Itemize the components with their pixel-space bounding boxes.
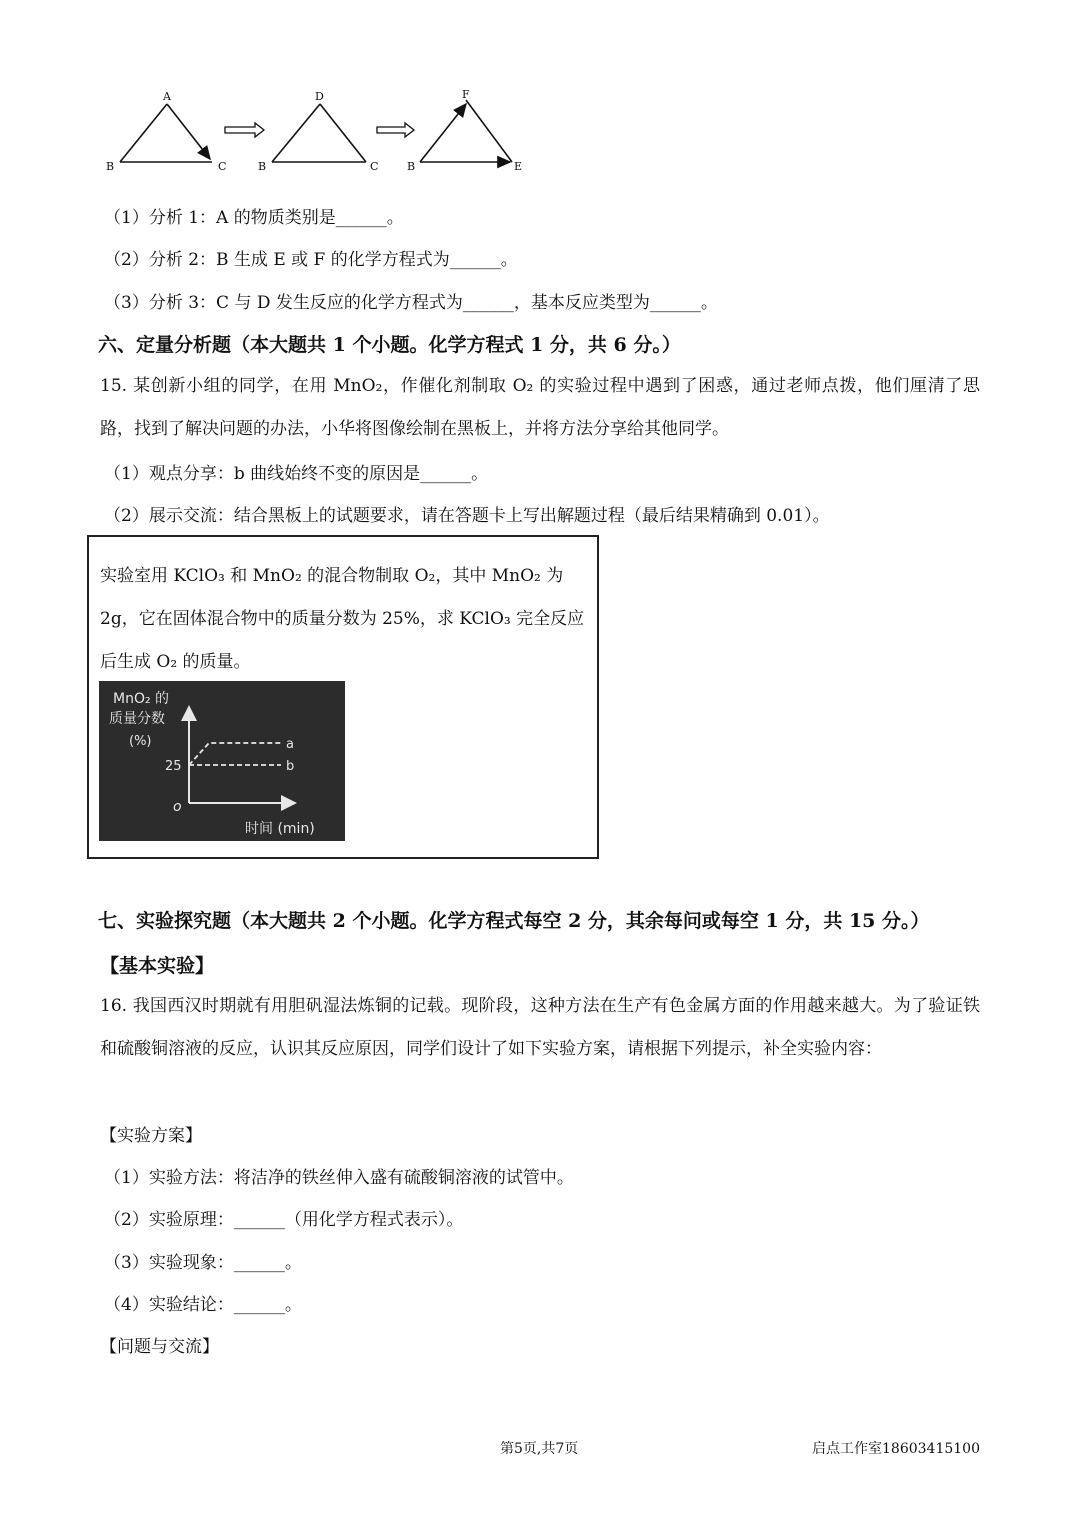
graph-y-tick-25: 25	[165, 759, 182, 774]
plan-item-3: （3）实验现象：______。	[104, 1253, 302, 1273]
q14-analysis-3: （3）分析 3：C 与 D 发生反应的化学方程式为______，基本反应类型为______。	[104, 293, 718, 313]
label-E: E	[514, 160, 523, 173]
curve-a-label: a	[286, 737, 294, 752]
label-A: A	[163, 90, 171, 103]
q15-sub-1: （1）观点分享：b 曲线始终不变的原因是______。	[104, 464, 489, 484]
label-B2: B	[258, 160, 267, 173]
label-C2: C	[370, 160, 379, 173]
q15-sub-2: （2）展示交流：结合黑板上的试题要求，请在答题卡上写出解题过程（最后结果精确到 0.01）。	[104, 506, 830, 526]
curve-a	[189, 743, 281, 765]
q14-analysis-1: （1）分析 1：A 的物质类别是______。	[104, 208, 404, 228]
triangle-diagram	[100, 86, 540, 178]
transform-arrow-1	[225, 123, 264, 137]
q15-intro: 15. 某创新小组的同学，在用 MnO₂，作催化剂制取 O₂ 的实验过程中遇到了困惑，通过老师点拨，他们厘清了思路，找到了解决问题的办法，小华将图像绘制在黑板上，并将方法分享给其他同学。	[100, 376, 980, 439]
problem-box	[87, 535, 599, 859]
transform-arrow-2	[377, 123, 414, 137]
graph-ylabel-3: (%)	[129, 734, 152, 749]
basic-experiment-label: 【基本实验】	[100, 955, 215, 977]
plan-label: 【实验方案】	[100, 1126, 202, 1146]
label-B1: B	[106, 160, 115, 173]
label-C1: C	[218, 160, 227, 173]
plan-item-2: （2）实验原理：______（用化学方程式表示）。	[104, 1210, 464, 1230]
label-F: F	[462, 88, 470, 101]
triangle-1	[106, 90, 226, 173]
triangle-2	[258, 90, 378, 173]
label-B3: B	[407, 160, 416, 173]
problem-box-text: 实验室用 KClO₃ 和 MnO₂ 的混合物制取 O₂，其中 MnO₂ 为 2g，它在固体混合物中的质量分数为 25%，求 KClO₃ 完全反应后生成 O₂ 的质量。	[100, 566, 585, 672]
plan-item-1: （1）实验方法：将洁净的铁丝伸入盛有硫酸铜溶液的试管中。	[104, 1168, 574, 1188]
section-7-heading: 七、实验探究题（本大题共 2 个小题。化学方程式每空 2 分，其余每问或每空 1 分，共 15 分。）	[98, 910, 930, 932]
graph-ylabel-1: MnO₂ 的	[113, 691, 170, 707]
studio-credit: 启点工作室18603415100	[812, 1441, 980, 1457]
graph-origin: o	[173, 799, 182, 815]
graph-xlabel: 时间 (min)	[245, 821, 315, 837]
discussion-label: 【问题与交流】	[100, 1337, 219, 1357]
q14-analysis-2: （2）分析 2：B 生成 E 或 F 的化学方程式为______。	[104, 250, 518, 270]
blackboard-graph	[99, 681, 345, 841]
label-D: D	[315, 90, 324, 103]
graph-ylabel-2: 质量分数	[109, 711, 165, 727]
curve-b-label: b	[286, 759, 295, 774]
q16-intro: 16. 我国西汉时期就有用胆矾湿法炼铜的记载。现阶段，这种方法在生产有色金属方面的作用越来越大。为了验证铁和硫酸铜溶液的反应，认识其反应原因，同学们设计了如下实验方案，请根据下列提示，补全实验内容：	[100, 996, 980, 1059]
plan-item-4: （4）实验结论：______。	[104, 1295, 302, 1315]
section-6-heading: 六、定量分析题（本大题共 1 个小题。化学方程式 1 分，共 6 分。）	[98, 334, 681, 356]
triangle-3	[407, 88, 522, 173]
page-number: 第5页,共7页	[500, 1441, 579, 1457]
